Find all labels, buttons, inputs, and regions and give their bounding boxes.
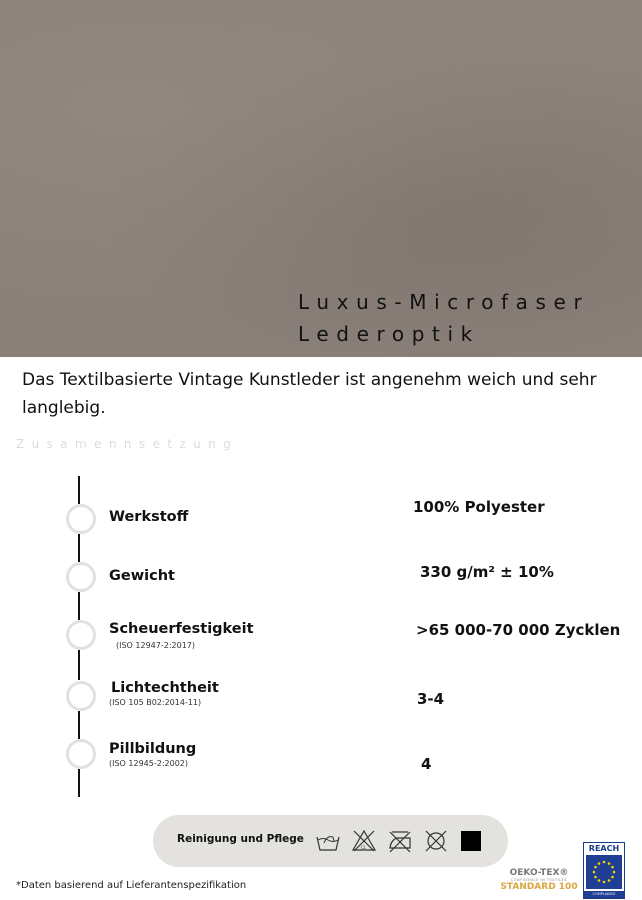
property-label: Gewicht	[109, 568, 175, 584]
property-label: Lichtechtheit	[111, 680, 219, 696]
footnote: *Daten basierend auf Lieferantenspezifikation	[16, 880, 247, 891]
oeko-tex-tagline: CONFIDENCE IN TEXTILES	[510, 878, 568, 882]
property-value: 330 g/m² ± 10%	[420, 563, 554, 581]
oeko-tex-logo	[495, 868, 583, 892]
do-not-iron-icon	[387, 828, 413, 854]
timeline-line	[78, 711, 80, 739]
property-value: 4	[421, 755, 432, 773]
timeline-node	[66, 504, 96, 534]
timeline-node	[66, 739, 96, 769]
property-standard: (ISO 105 B02:2014-11)	[109, 698, 202, 707]
timeline-line	[78, 476, 80, 504]
property-standard: (ISO 12947-2:2017)	[116, 641, 195, 650]
eu-stars-icon	[586, 855, 622, 889]
timeline-node	[66, 562, 96, 592]
product-title-line2: Lederoptik	[298, 322, 480, 346]
property-label: Werkstoff	[109, 509, 189, 525]
reach-title: REACH	[588, 844, 620, 853]
property-label: Pillbildung	[109, 741, 197, 757]
oeko-tex-title: OEKO-TEX®	[509, 868, 569, 878]
reach-compliance-text: COMPLIANCE	[584, 891, 624, 898]
property-value: 3-4	[417, 690, 445, 708]
do-not-bleach-icon	[351, 828, 377, 854]
hand-wash-icon	[315, 828, 341, 854]
timeline-line	[78, 769, 80, 797]
do-not-tumble-dry-icon	[423, 828, 449, 854]
property-standard: (ISO 12945-2:2002)	[109, 759, 188, 768]
timeline-line	[78, 650, 80, 680]
intro-text: Das Textilbasierte Vintage Kunstleder ist angenehm weich und sehr langlebig.	[22, 370, 597, 418]
care-instructions-bar	[153, 815, 508, 867]
timeline-line	[78, 534, 80, 562]
property-label: Scheuerfestigkeit	[109, 621, 254, 637]
property-value: >65 000-70 000 Zycklen	[416, 621, 621, 639]
reach-compliance-logo	[583, 842, 625, 899]
oeko-tex-standard: STANDARD 100	[500, 882, 578, 892]
fabric-texture-image	[0, 0, 642, 357]
timeline-node	[66, 620, 96, 650]
product-title	[298, 286, 589, 350]
timeline-line	[78, 592, 80, 620]
section-label: Zusamennsetzung	[16, 437, 239, 451]
black-square-icon	[458, 828, 484, 854]
timeline-node	[66, 681, 96, 711]
svg-text:CL: CL	[361, 845, 367, 850]
product-title-line1: Luxus-Microfaser	[298, 290, 590, 314]
care-label: Reinigung und Pflege	[177, 833, 304, 845]
property-value: 100% Polyester	[413, 498, 545, 516]
